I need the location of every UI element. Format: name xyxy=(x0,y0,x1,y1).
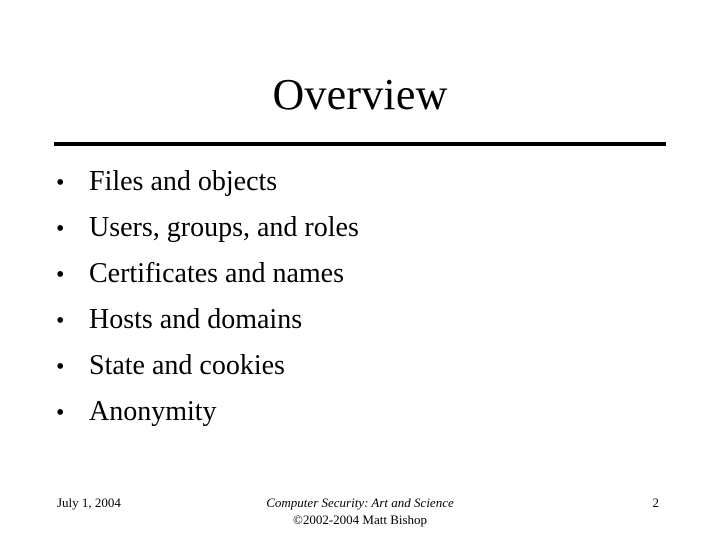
bullet-icon: • xyxy=(56,308,65,334)
bullet-text: Anonymity xyxy=(89,396,217,427)
title-divider xyxy=(54,142,666,146)
bullet-icon: • xyxy=(56,354,65,380)
footer-credit xyxy=(210,494,510,528)
bullet-text: Files and objects xyxy=(89,166,278,197)
bullet-item xyxy=(56,301,359,347)
bullet-icon: • xyxy=(56,170,65,196)
bullet-list xyxy=(56,163,359,439)
bullet-item xyxy=(56,163,359,209)
bullet-text: Users, groups, and roles xyxy=(89,212,359,243)
page-number: 2 xyxy=(652,495,659,510)
slide-title: Overview xyxy=(272,70,448,119)
bullet-text: State and cookies xyxy=(89,350,285,381)
bullet-item xyxy=(56,347,359,393)
footer-date: July 1, 2004 xyxy=(57,495,121,510)
bullet-icon: • xyxy=(56,400,65,426)
bullet-icon: • xyxy=(56,216,65,242)
footer-course-title: Computer Security: Art and Science xyxy=(266,495,454,510)
bullet-icon: • xyxy=(56,262,65,288)
bullet-item xyxy=(56,209,359,255)
footer-copyright: ©2002-2004 Matt Bishop xyxy=(292,512,428,527)
bullet-text: Hosts and domains xyxy=(89,304,303,335)
bullet-item xyxy=(56,393,359,439)
bullet-item xyxy=(56,255,359,301)
bullet-text: Certificates and names xyxy=(89,258,345,289)
